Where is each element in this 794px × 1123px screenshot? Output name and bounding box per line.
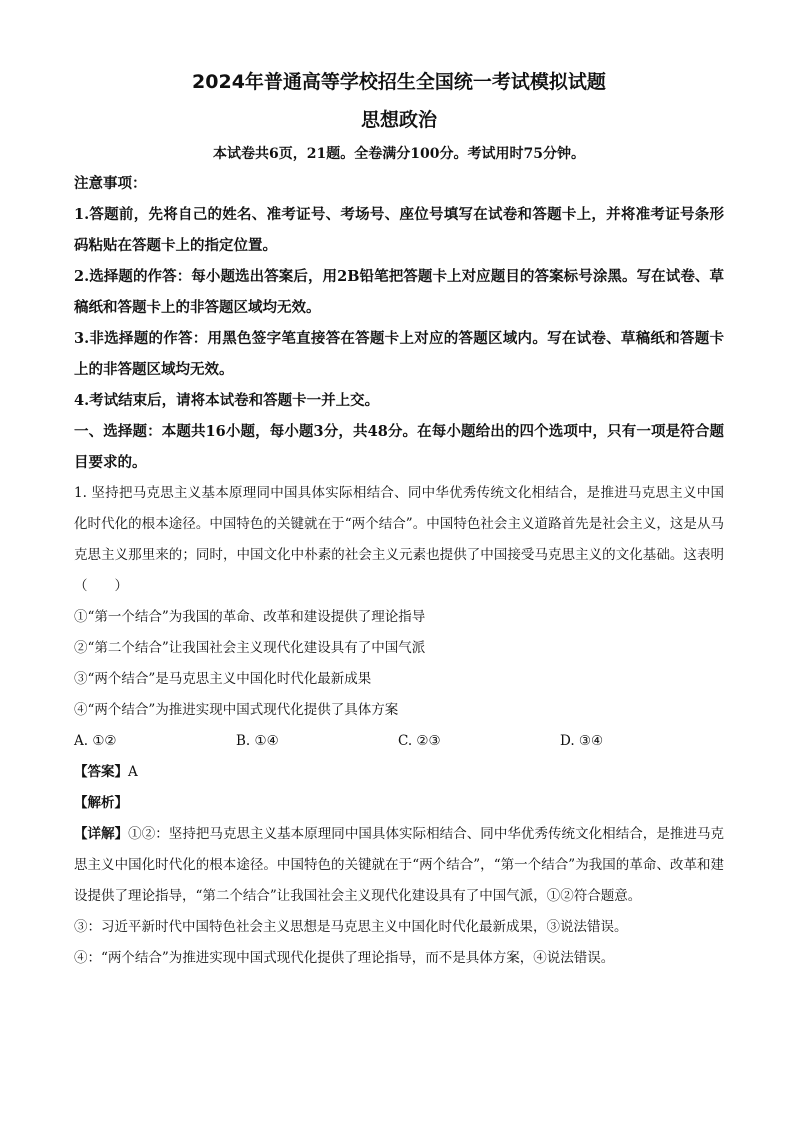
notice-item: 2.选择题的作答：每小题选出答案后，用2B铅笔把答题卡上对应题目的答案标号涂黑。写在试卷、草稿纸和答题卡上的非答题区域均无效。 [74, 268, 724, 316]
question-stem: 1. 坚持把马克思主义基本原理同中国具体实际相结合、同中华优秀传统文化相结合，是推进马克思主义中国化时代化的根本途径。中国特色的关键就在于“两个结合”。中国特色社会主义道路首先是社会主义，这是从马克思主义那里来的；同时，中国文化中朴素的社会主义元素也提供了中国接受马克思主义的文化基础。这表明（ ） [74, 485, 724, 594]
analysis-label: 【解析】 [74, 795, 128, 811]
exam-page [74, 64, 724, 974]
option-d: D. ③④ [560, 733, 604, 749]
detail-paragraph [74, 819, 724, 912]
question-statement: ④“两个结合”为推进实现中国式现代化提供了具体方案 [74, 702, 399, 718]
notice-item: 4.考试结束后，请将本试卷和答题卡一并上交。 [74, 392, 380, 409]
notice-item: 3.非选择题的作答：用黑色签字笔直接答在答题卡上对应的答题区域内。写在试卷、草稿纸和答题卡上的非答题区域均无效。 [74, 330, 724, 378]
answer-label: 【答案】 [74, 764, 128, 780]
answer-value: A [128, 764, 138, 780]
analysis-line [74, 788, 724, 819]
notice-heading: 注意事项： [74, 175, 147, 192]
question-statement: ①“第一个结合”为我国的革命、改革和建设提供了理论指导 [74, 609, 426, 625]
detail-text: ①②：坚持把马克思主义基本原理同中国具体实际相结合、同中华优秀传统文化相结合，是推进马克思主义中国化时代化的根本途径。中国特色的关键就在于“两个结合”，“第一个结合”为我国的革命、改革和建设提供了理论指导，“第二个结合”让我国社会主义现代化建设具有了中国气派，①②符合题意。 [74, 826, 725, 904]
detail-line: ④：“两个结合”为推进实现中国式现代化提供了理论指导，而不是具体方案，④说法错误。 [74, 950, 615, 966]
exam-info: 本试卷共6页，21题。全卷满分100分。考试用时75分钟。 [213, 146, 585, 162]
question-statement: ③“两个结合”是马克思主义中国化时代化最新成果 [74, 671, 372, 687]
answer-options [74, 726, 724, 757]
detail-line: ③：习近平新时代中国特色社会主义思想是马克思主义中国化时代化最新成果，③说法错误。 [74, 919, 628, 935]
exam-title: 2024年普通高等学校招生全国统一考试模拟试题 [192, 71, 606, 93]
question-statement: ②“第二个结合”让我国社会主义现代化建设具有了中国气派 [74, 640, 426, 656]
notice-item: 1.答题前，先将自己的姓名、准考证号、考场号、座位号填写在试卷和答题卡上，并将准考证号条形码粘贴在答题卡上的指定位置。 [74, 206, 724, 254]
option-c: C. ②③ [398, 733, 441, 749]
option-a: A. ①② [74, 733, 117, 749]
detail-label: 【详解】 [74, 826, 129, 842]
subject-title: 思想政治 [360, 109, 437, 131]
section-heading: 一、选择题：本题共16小题，每小题3分，共48分。在每小题给出的四个选项中，只有一项是符合题目要求的。 [74, 423, 724, 471]
option-b: B. ①④ [236, 733, 279, 749]
answer-line [74, 757, 724, 788]
